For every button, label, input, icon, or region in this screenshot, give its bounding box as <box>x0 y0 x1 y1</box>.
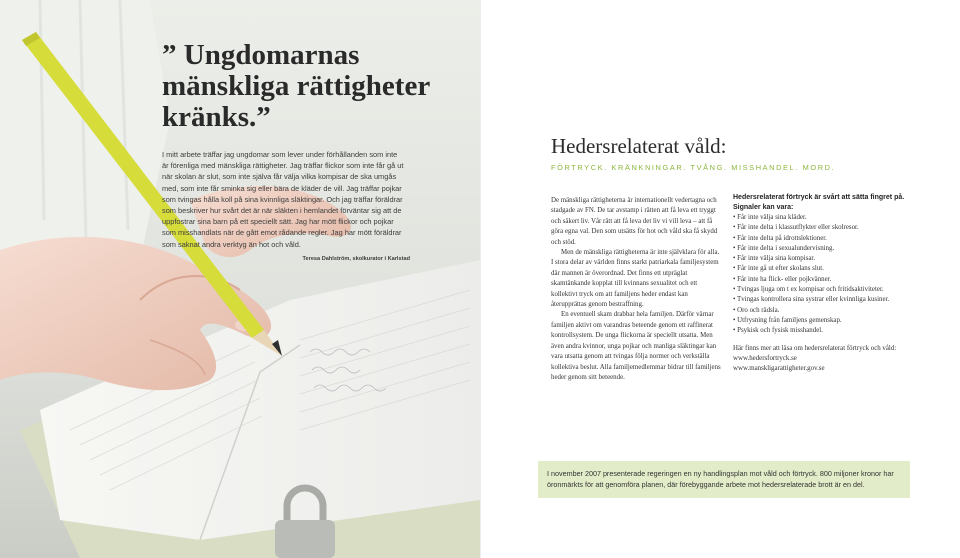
quote-author: Teresa Dahlström, skolkurator i Karlstad <box>302 255 410 262</box>
spread-divider <box>480 0 481 558</box>
list-item: • Psykisk och fysisk misshandel. <box>733 326 923 336</box>
paragraph-3: En eventuell skam drabbar hela familjen. Därför värnar familjen aktivt om varandras beteende genom ett raffinerat kontrollsystem. De unga flickorna är speciellt utsatta. Men även andra kvinnor, unga pojkar och manliga släktingar kan vara utsatta genom att tvingas följa normer och verkställa kollektiva beslut. Alla familjemedlemmar bidrar till familjens heder genom sitt beteende. <box>551 311 721 381</box>
list-item: • Får inte välja sina kläder. <box>733 213 923 223</box>
more-info-text: Här finns mer att läsa om hedersrelaterat förtryck och våld: <box>733 344 897 352</box>
page-subheading: FÖRTRYCK. KRÄNKNINGAR. TVÅNG. MISSHANDEL. MORD. <box>551 163 836 172</box>
link-hedersfortryck[interactable]: www.hedersfortryck.se <box>733 354 797 362</box>
link-manskligarattigheter[interactable]: www.manskligarattigheter.gov.se <box>733 365 825 373</box>
page-heading: Hedersrelaterat våld: <box>551 134 727 158</box>
signals-list <box>733 213 923 337</box>
list-item: • Får inte välja sina kompisar. <box>733 254 923 264</box>
quote-body: I mitt arbete träffar jag ungdomar som lever under förhållanden som inte är förenliga med mänskliga rättigheter. Jag träffar flickor som inte får gå ut när skolan är slut, som inte själva får välja vilka kompisar de ska umgås med, som inte får sminka sig eller bära de kläder de vill. Jag träffar pojkar som tvingas hålla koll på sina kvinnliga släktingar. Och jag träffar föräldrar som beskriver hur svårt det är när släkten i hemlandet förväntar sig att de uppfostrar sina barn på ett speciellt sätt. Jag har mött flickor och pojkar som misshandlats när de gått emot rådande regler. Jag har mött föräldrar som saknat andra verktyg än hot och våld. <box>162 150 404 249</box>
list-item: • Oro och rädsla. <box>733 306 923 316</box>
body-column-2 <box>733 193 923 374</box>
list-item: • Får inte delta på idrottslektioner. <box>733 234 923 244</box>
list-item: • Utfrysning från familjens gemenskap. <box>733 316 923 326</box>
signals-heading: Hedersrelaterat förtryck är svårt att sätta fingret på. <box>733 194 905 201</box>
list-item: • Får inte delta i sexualundervisning. <box>733 244 923 254</box>
paragraph-2: Men de mänskliga rättigheterna är inte självklara för alla. I stora delar av världen finns starkt patriarkala familjesystem där mannen är överordnad. Det finns ett utpräglat skamtänkande kopplat till kvinnans sexualitet och ett kollektivt tryck om att familjens heder endast kan återupprättas genom bestraffning. <box>551 249 720 309</box>
paragraph-1: De mänskliga rättigheterna är internationellt vedertagna och stadgade av FN. De tar avstamp i rätten att få leva ett tryggt och säkert liv. Vår rätt att få leva det liv vi vill leva – att få göra egna val. Den som utsätts för hot och våld ska få skydd och stöd. <box>551 197 718 246</box>
list-item: • Tvingas ljuga om t ex kompisar och fritidsaktiviteter. <box>733 285 923 295</box>
signals-subheading: Signaler kan vara: <box>733 204 794 211</box>
list-item: • Får inte delta i klassutflykter eller skolresor. <box>733 223 923 233</box>
quote-title: ” Ungdomarnas mänskliga rättigheter kränks.” <box>162 39 430 133</box>
quote-block <box>162 40 432 262</box>
note-box <box>538 461 910 498</box>
list-item: • Tvingas kontrollera sina systrar eller kvinnliga kusiner. <box>733 295 923 305</box>
note-text: I november 2007 presenterade regeringen en ny handlingsplan mot våld och förtryck. 800 miljoner kronor har öronmärkts för att genomföra planen, där förebyggande arbete mot hedersrelaterade brott är en del. <box>547 469 894 489</box>
body-column-1 <box>551 196 721 383</box>
list-item: • Får inte gå ut efter skolans slut. <box>733 264 923 274</box>
list-item: • Får inte ha flick- eller pojkvänner. <box>733 275 923 285</box>
